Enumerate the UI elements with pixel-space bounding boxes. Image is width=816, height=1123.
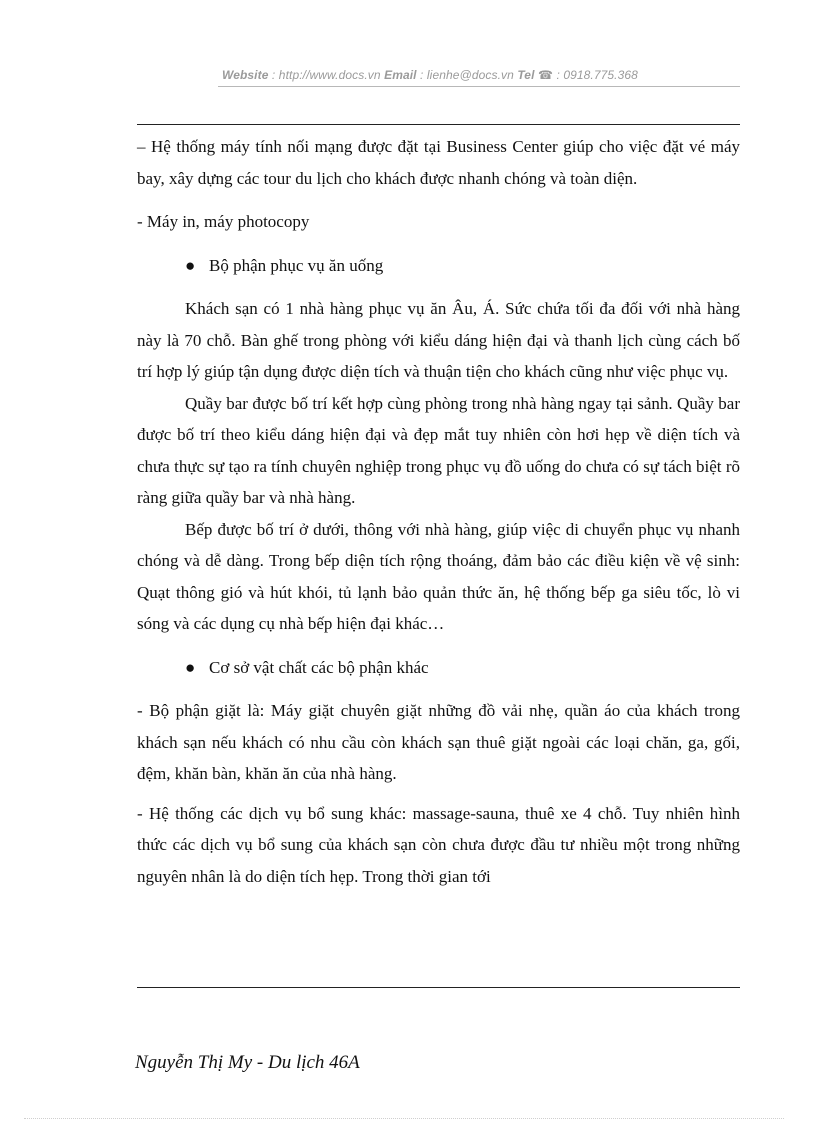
paragraph-bar: Quầy bar được bố trí kết hợp cùng phòng trong nhà hàng ngay tại sảnh. Quầy bar được bố trí theo kiểu dáng hiện đại và đẹp mắt tuy nhiên còn hơi hẹp về diện tích và chưa thực sự tạo ra tính chuyên nghiệp trong phục vụ đồ uống do chưa có sự tách biệt rõ ràng giữa quầy bar và nhà hàng. bbox=[137, 393, 740, 507]
paragraph-restaurant: Khách sạn có 1 nhà hàng phục vụ ăn Âu, Á. Sức chứa tối đa đối với nhà hàng này là 70 chỗ. Bàn ghế trong phòng với kiểu dáng hiện đại và thanh lịch cùng cách bố trí hợp lý giúp tận dụng được diện tích và thuận tiện cho khách cũng như việc phục vụ. bbox=[137, 299, 740, 381]
paragraph-extra-services: - Hệ thống các dịch vụ bổ sung khác: massage-sauna, thuê xe 4 chỗ. Tuy nhiên hình thức các dịch vụ bổ sung của khách sạn còn chưa được đầu tư nhiều một trong những nguyên nhân là do diện tích hẹp. Trong thời gian tới bbox=[137, 803, 740, 886]
website-label: Website bbox=[222, 68, 269, 82]
email-label: Email bbox=[384, 68, 417, 82]
content-top-divider bbox=[137, 124, 740, 125]
email-value: : lienhe@docs.vn bbox=[416, 68, 518, 82]
paragraph-printer: - Máy in, máy photocopy bbox=[137, 212, 310, 231]
bullet-icon: ● bbox=[185, 657, 196, 677]
page-edge-dotted-line bbox=[24, 1118, 784, 1119]
tel-value: : 0918.775.368 bbox=[553, 68, 638, 82]
content-bottom-divider bbox=[137, 987, 740, 988]
header-divider bbox=[218, 86, 740, 87]
phone-icon: ☎ bbox=[537, 68, 554, 82]
bullet-other-facilities-label: Cơ sở vật chất các bộ phận khác bbox=[209, 657, 429, 677]
paragraph-kitchen: Bếp được bố trí ở dưới, thông với nhà hàng, giúp việc di chuyển phục vụ nhanh chóng và dễ dàng. Trong bếp diện tích rộng thoáng, đảm bảo các điều kiện về vệ sinh: Quạt thông gió và hút khói, tủ lạnh bảo quản thức ăn, hệ thống bếp ga siêu tốc, lò vi sóng và các dụng cụ nhà bếp hiện đại khác… bbox=[137, 519, 740, 633]
bullet-icon: ● bbox=[185, 255, 196, 275]
website-value: : http://www.docs.vn bbox=[268, 68, 385, 82]
page-header bbox=[222, 68, 638, 82]
paragraph-laundry: - Bộ phận giặt là: Máy giặt chuyên giặt những đồ vải nhẹ, quần áo của khách trong khách sạn nếu khách có nhu cầu còn khách sạn thuê giặt ngoài các loại chăn, ga, gối, đệm, khăn bàn, khăn ăn của nhà hàng. bbox=[137, 701, 740, 783]
paragraph-computer-network: – Hệ thống máy tính nối mạng được đặt tại Business Center giúp cho việc đặt vé máy bay, xây dựng các tour du lịch cho khách được nhanh chóng và toàn diện. bbox=[137, 137, 740, 188]
bullet-food-service-label: Bộ phận phục vụ ăn uống bbox=[209, 255, 384, 275]
tel-label: Tel bbox=[517, 68, 535, 82]
bullet-food-service bbox=[137, 250, 740, 282]
footer-author: Nguyễn Thị My - Du lịch 46A bbox=[135, 1052, 360, 1073]
document-body bbox=[137, 131, 740, 892]
bullet-other-facilities bbox=[137, 652, 740, 684]
